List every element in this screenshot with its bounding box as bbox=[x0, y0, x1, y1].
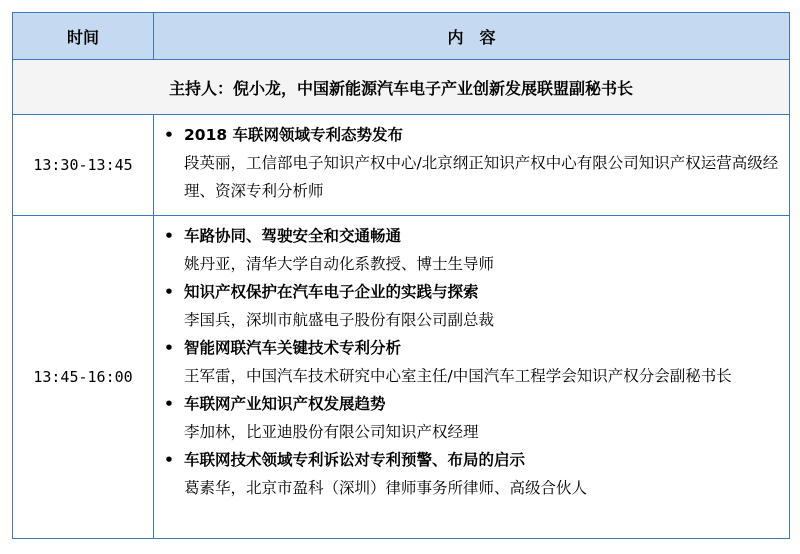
host-row bbox=[13, 60, 790, 115]
list-item bbox=[164, 222, 779, 278]
time-slot: 13:45-16:00 bbox=[13, 216, 154, 539]
bullet-icon: • bbox=[164, 126, 174, 144]
bullet-icon: • bbox=[164, 395, 174, 413]
session-speaker: 李加林，比亚迪股份有限公司知识产权经理 bbox=[184, 423, 479, 441]
session-topic: 智能网联汽车关键技术专利分析 bbox=[184, 339, 402, 357]
session-speaker: 姚丹亚，清华大学自动化系教授、博士生导师 bbox=[184, 255, 495, 273]
list-item bbox=[164, 121, 779, 205]
session-speaker: 王军雷，中国汽车技术研究中心室主任/中国汽车工程学会知识产权分会副秘书长 bbox=[184, 367, 732, 385]
session-speaker: 段英丽，工信部电子知识产权中心/北京纲正知识产权中心有限公司知识产权运营高级经理、资深专利分析师 bbox=[184, 154, 779, 200]
list-item bbox=[164, 334, 779, 390]
content-column-header: 内 容 bbox=[154, 13, 790, 60]
session-topic: 车联网技术领域专利诉讼对专利预警、布局的启示 bbox=[184, 451, 526, 469]
session-list bbox=[154, 216, 790, 539]
session-list bbox=[154, 115, 790, 216]
bullet-icon: • bbox=[164, 227, 174, 245]
bullet-icon: • bbox=[164, 283, 174, 301]
session-speaker: 李国兵，深圳市航盛电子股份有限公司副总裁 bbox=[184, 311, 495, 329]
session-topic: 2018 车联网领域专利态势发布 bbox=[184, 126, 404, 144]
list-item bbox=[164, 390, 779, 446]
list-item bbox=[164, 278, 779, 334]
host-text: 主持人：倪小龙，中国新能源汽车电子产业创新发展联盟副秘书长 bbox=[13, 60, 790, 115]
agenda-table bbox=[12, 12, 790, 539]
list-item bbox=[164, 446, 779, 502]
table-row bbox=[13, 216, 790, 539]
time-column-header: 时间 bbox=[13, 13, 154, 60]
session-topic: 车联网产业知识产权发展趋势 bbox=[184, 395, 386, 413]
session-speaker: 葛素华，北京市盈科（深圳）律师事务所律师、高级合伙人 bbox=[184, 479, 588, 497]
header-row bbox=[13, 13, 790, 60]
time-slot: 13:30-13:45 bbox=[13, 115, 154, 216]
table-row bbox=[13, 115, 790, 216]
bullet-icon: • bbox=[164, 339, 174, 357]
bullet-icon: • bbox=[164, 451, 174, 469]
session-topic: 车路协同、驾驶安全和交通畅通 bbox=[184, 227, 402, 245]
session-topic: 知识产权保护在汽车电子企业的实践与探索 bbox=[184, 283, 479, 301]
